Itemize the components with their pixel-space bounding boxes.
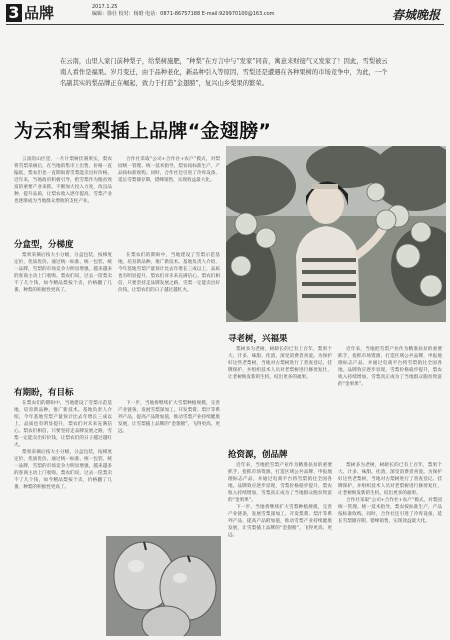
newspaper-logo: 春城晚报 [391, 8, 440, 22]
article-column: 近年来，当地把雪梨产业作为精准扶贫的重要抓手，抢抓市场资源，打造区域公共品牌，申报地理标志产品，并通过电商平台将雪梨销往全国各地。品牌效应逐步显现，雪梨价格稳步提升，梨农收入持续增加，雪梨真正成为了当地群众脱贫致富的“金果果”。 下一步，当地将继续扩大雪梨种植规模，完善产业链条，发展雪梨深加工，开发梨膏、梨汁等系列产品，提高产品附加值，推动雪梨产业持续健康发展，让雪梨插上品牌的“金翅膀”，飞得更高、更远。 [228, 463, 332, 538]
subhead-expectation: 有期盼，有目标 [14, 388, 74, 398]
photo-pears [106, 536, 221, 636]
photo-girl-with-pears [226, 146, 446, 322]
article-column: 下一步，当地将继续扩大雪梨种植规模，完善产业链条，发展雪梨深加工，开发梨膏、梨汁等系列产品，提高产品附加值，推动雪梨产业持续健康发展，让雪梨插上品牌的“金翅膀”，飞得更高、更远。 [118, 401, 220, 434]
article-column: 近年来，当地把雪梨产业作为精准扶贫的重要抓手，抢抓市场资源，打造区域公共品牌，申报地理标志产品，并通过电商平台将雪梨销往全国各地。品牌效应逐步显现，雪梨价格稳步提升，梨农收入持续增加，雪梨真正成为了当地群众脱贫致富的“金果果”。 [338, 347, 442, 387]
article-column: 梨树多为老树，树龄长的已有上百年，梨果个大、汁多、味甜、化渣，深受消费者喜爱。为保护好这些老梨树，当地对古梨树进行了普查登记、挂牌保护，并组织技术人员对老梨树进行修剪复壮，让老树焕发新的生机，结出更多的福果。 [228, 347, 332, 380]
subhead-package: 分盒型，分梯度 [14, 240, 74, 250]
page-number: 3 [6, 4, 22, 22]
article-column: 梨果采摘后按大小分级，分盒包装，按梯度定价，优质优价。通过统一标准、统一包装、统一品牌，雪梨的市场竞争力明显增强，越来越多的客商主动上门收购。梨农们说，过去一筐梨卖不了几个钱，如今精品梨按个卖，价格翻了几番，种梨的积极性更高了。 [14, 253, 112, 293]
subhead-old-trees: 寻老树，兴福果 [228, 334, 288, 344]
issue-date: 2017.1.25 [92, 4, 118, 10]
subhead-brand: 抢资源，创品牌 [228, 450, 288, 460]
article-column: 在梨农们的期盼中，当地建设了雪梨示范基地，培育新品种，推广新技术。基地负责人介绍，今年基地雪梨产量预计比去年增长三成以上，品质也有明显提升，梨农们对未来充满信心。梨农们相信，只要坚持走品牌发展之路，雪梨一定能卖出好价钱，让梨农们的日子越过越红火。 [118, 253, 220, 293]
article-column: 在梨农们的期盼中，当地建设了雪梨示范基地，培育新品种，推广新技术。基地负责人介绍，今年基地雪梨产量预计比去年增长三成以上，品质也有明显提升，梨农们对未来充满信心。梨农们相信，只要坚持走品牌发展之路，雪梨一定能卖出好价钱，让梨农们的日子越过越红火。 梨果采摘后按大小分级，分盒包装，按梯度定价，优质优价。通过统一标准、统一包装、统一品牌，雪梨的市场竞争力明显增强，越来越多的客商主动上门收购。梨农们说，过去一筐梨卖不了几个钱，如今精品梨按个卖，价格翻了几番，种梨的积极性更高了。 [14, 401, 112, 490]
header-divider [6, 24, 444, 25]
article-column: 合作社采取“公司+合作社+农户”模式，对梨园统一管理、统一技术指导，梨农按标准生产，产品按标准收购。同时，合作社还引进了冷库设备，延长雪梨储存期，错峰销售，实现效益最大化。 [118, 157, 220, 183]
article-column: 云南的山区里，一片片梨树挂满果实，梨农将雪梨采摘后，在当地的集市上出售，价格一直偏低，梨农们也一直期盼着雪梨能卖出好价格。近年来，当地政府积极引导，把雪梨作为脱贫致富的重要产业来抓，不断加大投入力度，改良品种、提升品质，让梨农收入逐年提高，雪梨产业也逐渐成为当地群众增收的支柱产业。 [14, 157, 112, 204]
editor-credits: 编辑：徐壮 校对：杨晗 电话：0871-86757188 E-mail:929970100@163.com [92, 11, 275, 17]
section-title: 品牌 [24, 4, 55, 22]
lead-paragraph: 在云南，山里人家门前种梨子，给梨树施肥，“种梨”在方言中与“发家”同音，寓意来财接气又发家了！因此，雪梨被云南人看作是福果。岁月变迁，由于品种老化，新品种引入等原因，雪梨还是遭遇在各种果树的市场竞争中，为此，一个名副其实的梨品牌正在崛起，致力于打造“金翅膀”，复兴山乡梨果的繁荣。 [60, 58, 388, 87]
article-column: 梨树多为老树，树龄长的已有上百年，梨果个大、汁多、味甜、化渣，深受消费者喜爱。为保护好这些老梨树，当地对古梨树进行了普查登记、挂牌保护，并组织技术人员对老梨树进行修剪复壮，让老树焕发新的生机，结出更多的福果。 合作社采取“公司+合作社+农户”模式，对梨园统一管理、统一技术指导，梨农按标准生产，产品按标准收购。同时，合作社还引进了冷库设备，延长雪梨储存期，错峰销售，实现效益最大化。 [338, 463, 442, 524]
headline: 为云和雪梨插上品牌“金翅膀” [14, 120, 272, 142]
